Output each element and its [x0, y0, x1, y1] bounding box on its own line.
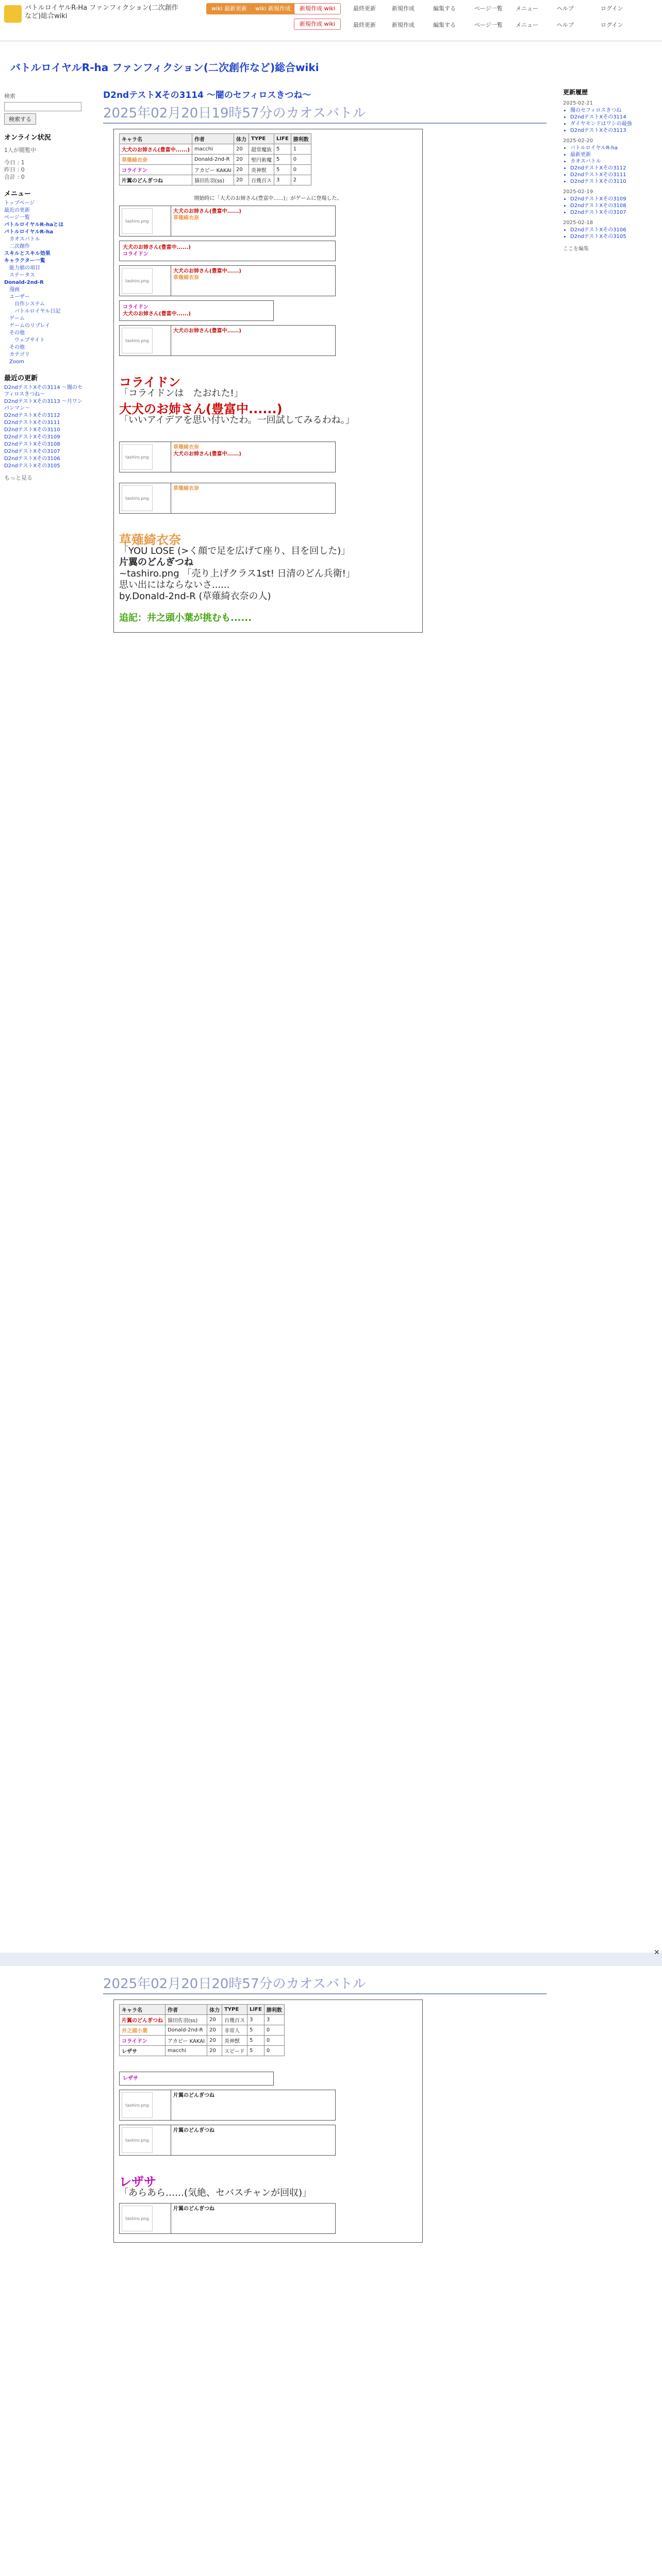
battle-frame	[113, 129, 423, 633]
defeat-block	[119, 377, 417, 399]
table-cell: 20	[234, 155, 249, 165]
column-header: 体力	[234, 134, 249, 144]
s2-turn-box-4	[119, 2203, 336, 2234]
table-cell: 5	[247, 2036, 264, 2046]
recent-item[interactable]: D2ndテストXその3109	[4, 434, 60, 440]
menu-new[interactable]: 新規作成	[392, 5, 415, 12]
menu2-page-list[interactable]: ページ一覧	[474, 22, 503, 28]
menu2-edit[interactable]: 編集する	[433, 22, 456, 28]
menu-login[interactable]: ログイン	[601, 5, 623, 12]
menu2-menu[interactable]: メニュー	[516, 22, 538, 28]
side-menu-list	[4, 200, 84, 365]
sidebar-menu-item[interactable]: ウェブサイト	[14, 337, 45, 343]
portrait-image-6: tashiro.png	[122, 444, 153, 470]
battle-turn-box-7	[119, 483, 336, 514]
sidebar-menu-item[interactable]: Zoom	[9, 359, 24, 365]
turn6-text	[171, 442, 335, 472]
table-row	[120, 2046, 285, 2056]
history-heading: 更新履歴	[563, 89, 588, 96]
turn4-actor-2: 大犬のお姉さん(豊富中......)	[123, 311, 191, 317]
stat-total: 合計 : 0	[4, 174, 25, 180]
s2-defeat-name: レザサ	[119, 2175, 156, 2189]
sidebar-menu-item[interactable]: その他	[9, 345, 25, 350]
history-item[interactable]: • バトルロイヤルR-ha	[570, 145, 656, 151]
sidebar-menu-item[interactable]: カテゴリ	[9, 352, 30, 358]
table-cell: 0	[264, 2046, 284, 2056]
table-cell: 20	[234, 175, 249, 185]
table-cell: 炎神獣	[249, 165, 274, 175]
table-cell: 20	[234, 144, 249, 155]
defeated-quote: 「コライドンは たおれた!」	[119, 388, 243, 399]
table-row	[120, 2025, 285, 2036]
site-logo-icon[interactable]	[4, 5, 22, 23]
s2-portrait-3: tashiro.png	[122, 2127, 153, 2153]
battle-turn-box-6	[119, 442, 336, 472]
table-row	[120, 2036, 285, 2046]
recent-item[interactable]: D2ndテストXその3106	[4, 456, 60, 462]
s2-turn-actor: レザサ	[123, 2076, 138, 2081]
sidebar-menu-item[interactable]: バトルロイヤルR-ha	[4, 229, 54, 235]
table-cell: macchi	[166, 2046, 207, 2056]
s2-defeat-block	[119, 2176, 417, 2199]
image-cell	[120, 206, 171, 236]
recent-item[interactable]: D2ndテストXその3110	[4, 427, 60, 433]
sidebar-menu-item[interactable]: Donald-2nd-R	[4, 280, 44, 285]
history-item[interactable]: • カオスバトル	[570, 158, 656, 165]
battle-turn-box	[119, 206, 336, 236]
turn7-actor: 草薙綺衣奈	[173, 486, 199, 492]
column-header: 勝利数	[264, 2005, 284, 2015]
status-table	[119, 133, 311, 185]
turn3-actor: 大犬のお姉さん(豊富中......)	[173, 268, 241, 274]
sidebar-menu-item[interactable]: バトルロイヤル日記	[14, 309, 61, 314]
sidebar-menu-item[interactable]: ステータス	[9, 273, 35, 278]
portrait-image: tashiro.png	[122, 208, 153, 234]
menu-help[interactable]: ヘルプ	[557, 5, 574, 12]
image-cell-3	[120, 266, 171, 296]
menu-heading: メニュー	[4, 190, 31, 198]
battle-turn-box-5	[119, 325, 336, 356]
s2-portrait-4: tashiro.png	[122, 2206, 153, 2231]
menu-recent[interactable]: 最終更新	[353, 5, 376, 12]
s2-defeat-quote: 「あらあら……(気絶、セバスチャンが回収)」	[119, 2188, 312, 2198]
portrait-image-5: tashiro.png	[122, 328, 153, 353]
menu2-help[interactable]: ヘルプ	[557, 22, 574, 28]
turn6-actor-2: 大犬のお姉さん(豊富中......)	[173, 451, 241, 457]
table-cell: 超常魔族	[249, 144, 274, 155]
column-header: 体力	[207, 2005, 222, 2015]
table2-body	[120, 2015, 285, 2056]
history-date: 2025-02-19	[563, 189, 593, 195]
table-cell: アカピー KAKAI	[166, 2036, 207, 2046]
new-wiki-button[interactable]: wiki 新規作成	[250, 3, 296, 14]
table-cell: 5	[247, 2025, 264, 2036]
s2-turn-box-2	[119, 2090, 336, 2121]
sidebar-menu-item[interactable]: ページ一覧	[4, 215, 30, 221]
main-content-2	[103, 1973, 547, 2243]
history-list	[563, 107, 656, 134]
history-item[interactable]: • D2ndテストXその3107	[570, 209, 656, 216]
recent-item[interactable]: D2ndテストXその3105	[4, 463, 60, 469]
column-header: キャラ名	[120, 2005, 166, 2015]
menu-edit[interactable]: 編集する	[433, 5, 456, 12]
sidebar-menu-item[interactable]: ユーザー	[9, 294, 30, 300]
site-name[interactable]: バトルロイヤルR-Ha ファンフィクション(二次創作など)総合wiki	[25, 4, 178, 20]
battle-timestamp-2: 2025年02月20日20時57分のカオスバトル	[103, 1973, 547, 1994]
idea-block	[119, 403, 417, 426]
table-cell: 0	[264, 2036, 284, 2046]
table-row	[120, 165, 311, 175]
table-cell: 猫田佐羽(ss)	[166, 2015, 207, 2025]
table-row	[120, 144, 311, 155]
recent-item[interactable]: D2ndテストXその3108	[4, 442, 60, 447]
recent-update-button[interactable]: wiki 最新更新	[206, 3, 252, 14]
table-cell: 百幾百ス	[222, 2015, 247, 2025]
table-cell: 猫田佐羽(ss)	[192, 175, 234, 185]
table-cell: 炎神獣	[222, 2036, 247, 2046]
s2-image-cell-3	[120, 2125, 171, 2155]
turn-text	[171, 206, 335, 236]
s2-portrait: tashiro.png	[122, 2092, 153, 2118]
more-link[interactable]: もっと見る	[4, 474, 32, 481]
final-loser-name: 草薙綺衣奈	[119, 533, 181, 547]
s2-image-cell-4	[120, 2204, 171, 2233]
column-header: LIFE	[274, 134, 291, 144]
menu2-recent[interactable]: 最終更新	[353, 22, 376, 28]
access-stats	[4, 159, 84, 181]
s2-turn3-text	[171, 2125, 335, 2155]
portrait-image-3: tashiro.png	[122, 268, 153, 294]
history-date: 2025-02-20	[563, 138, 593, 144]
history-item[interactable]: • D2ndテストXその3112	[570, 165, 656, 172]
turn5-text	[171, 326, 335, 355]
recent-item[interactable]: D2ndテストXその3113 〜月ワンパンマン〜	[4, 399, 82, 411]
s2-turn-box	[119, 2072, 274, 2086]
sidebar-menu-item[interactable]: キャラクター一覧	[4, 258, 45, 264]
stat-yesterday: 昨日 : 0	[4, 166, 25, 173]
column-header: キャラ名	[120, 134, 192, 144]
table-row	[120, 2015, 285, 2025]
sidebar-menu-item[interactable]: 最近の更新	[4, 208, 30, 213]
create-wiki-button[interactable]: 新規作成 wiki	[294, 3, 341, 14]
sidebar-menu-item[interactable]: ゲーム	[9, 316, 25, 321]
online-status: 1人が閲覧中	[4, 147, 36, 154]
table-cell: 1	[291, 144, 311, 155]
main-content	[103, 57, 547, 633]
character-name-cell[interactable]: 井之頭小葉	[120, 2025, 166, 2036]
column-header: TYPE	[249, 134, 274, 144]
turn2-actor-2: コライドン	[123, 251, 148, 257]
sidebar-menu-item[interactable]: スキルとスキル効果	[4, 251, 51, 257]
character-name-cell[interactable]: コライドン	[120, 2036, 166, 2046]
history-item[interactable]: • D2ndテストXその3108	[570, 202, 656, 209]
battle-turn-box-4	[119, 300, 274, 321]
history-item[interactable]: • D2ndテストXその3109	[570, 196, 656, 202]
history-item[interactable]: • D2ndテストXその3105	[570, 233, 656, 240]
table-cell: 聖円術魔	[249, 155, 274, 165]
column-header: TYPE	[222, 2005, 247, 2015]
column-header: 作者	[166, 2005, 207, 2015]
history-date: 2025-02-21	[563, 100, 593, 106]
image-cell-7	[120, 483, 171, 513]
sidebar-menu-item[interactable]: 漫画	[9, 287, 20, 293]
table-cell: 0	[291, 155, 311, 165]
table-cell: 0	[264, 2025, 284, 2036]
s2-turn4-actor: 片翼のどんぎつね	[173, 2206, 214, 2212]
table-cell: 2	[291, 175, 311, 185]
history-item[interactable]: • 最新更新	[570, 151, 656, 158]
table-cell: 3	[247, 2015, 264, 2025]
sidebar-menu-item[interactable]: 自作システム	[14, 301, 45, 307]
sidebar-menu-item[interactable]: バトルロイヤルR-haとは	[4, 222, 64, 228]
author-credit: by.Donald-2nd-R (草薙綺衣奈の人)	[119, 591, 271, 602]
history-groups	[563, 100, 656, 240]
table-cell: 5	[274, 155, 291, 165]
table-cell: Donald-2nd-R	[166, 2025, 207, 2036]
winner-name: 片翼のどんぎつね	[119, 557, 193, 568]
search-button[interactable]: 検索する	[4, 113, 36, 125]
history-item[interactable]: • D2ndテストXその3110	[570, 178, 656, 185]
search-box	[4, 102, 84, 125]
sidebar-menu-item[interactable]: ゲームのリプレイ	[9, 323, 51, 329]
column-header: 作者	[192, 134, 234, 144]
character-name-cell[interactable]: 片翼のどんぎつね	[120, 175, 192, 185]
s2-turn4-text	[171, 2204, 335, 2233]
character-name-cell[interactable]: 草薙綺衣奈	[120, 155, 192, 165]
battle-frame-2	[113, 1999, 423, 2243]
s2-turn2-text	[171, 2090, 335, 2120]
table2-header-row	[120, 2005, 285, 2015]
history-item[interactable]: • D2ndテストXその3106	[570, 227, 656, 233]
turn6-actor: 草薙綺衣奈	[173, 445, 199, 450]
turn-actor-2: 草薙綺衣奈	[173, 215, 199, 221]
recent-item[interactable]: D2ndテストXその3107	[4, 449, 60, 454]
column-header: LIFE	[247, 2005, 264, 2015]
wiki-title[interactable]: バトルロイヤルR-ha ファンフィクション(二次創作など)総合wiki	[10, 61, 319, 74]
table-cell: Donald-2nd-R	[192, 155, 234, 165]
history-item[interactable]: • D2ndテストXその3113	[570, 127, 656, 134]
table-cell: アカピー KAKAI	[192, 165, 234, 175]
history-item[interactable]: • ダイヤモンドはワシの最強	[570, 121, 656, 127]
recent-item[interactable]: D2ndテストXその3111	[4, 420, 60, 426]
turn4-actor: コライドン	[123, 304, 148, 310]
winner-quote: ~tashiro.png 「売り上げクラス1st! 日清のどん兵衛!」	[119, 568, 355, 579]
character-name-cell[interactable]: コライドン	[120, 165, 192, 175]
history-list	[563, 227, 656, 240]
edit-here-link[interactable]: ここを編集	[563, 246, 589, 252]
create-wiki-button-2[interactable]: 新規作成 wiki	[294, 19, 341, 30]
character-name-cell[interactable]: 大犬のお姉さん(豊富中......)	[120, 144, 192, 155]
menu2-login[interactable]: ログイン	[601, 22, 623, 28]
close-icon[interactable]: ✕	[654, 1948, 660, 1957]
battle-timestamp: 2025年02月20日19時57分のカオスバトル	[103, 103, 547, 124]
history-date: 2025-02-18	[563, 220, 593, 226]
turn3-text	[171, 266, 335, 296]
recent-heading: 最近の更新	[4, 375, 38, 382]
battle-start-text: 開始時に「大犬のお姉さん(豊富中......)」がゲームに登場した。	[194, 196, 342, 201]
search-label: 検索	[4, 93, 15, 99]
recent-item[interactable]: D2ndテストXその3114 〜闇のセフィロスきつね〜	[4, 385, 82, 397]
search-input[interactable]	[4, 102, 81, 111]
online-heading: オンライン状況	[4, 134, 51, 142]
history-item[interactable]: • D2ndテストXその3114	[570, 114, 656, 121]
idea-speaker: 大犬のお姉さん(豊富中......)	[119, 402, 283, 416]
history-item[interactable]: • 闇のセフィロスきつね	[570, 107, 656, 114]
s2-turn-box-3	[119, 2125, 336, 2156]
table-cell: 3	[274, 175, 291, 185]
history-list	[563, 196, 656, 216]
recent-item[interactable]: D2ndテストXその3112	[4, 413, 60, 418]
table-cell: 0	[291, 165, 311, 175]
s2-turn3-actor: 片翼のどんぎつね	[173, 2128, 214, 2133]
table-cell: 20	[207, 2025, 222, 2036]
image-cell-6	[120, 442, 171, 472]
postscript: 追記：井之頭小葉が挑むも......	[119, 613, 252, 623]
table-cell: 3	[264, 2015, 284, 2025]
turn7-text	[171, 483, 335, 513]
table-cell: 20	[207, 2015, 222, 2025]
portrait-image-7: tashiro.png	[122, 485, 153, 511]
defeated-name: コライドン	[119, 375, 181, 389]
table-cell: 5	[274, 144, 291, 155]
final-block	[119, 534, 417, 624]
history-item[interactable]: • D2ndテストXその3111	[570, 172, 656, 178]
table-cell: 5	[247, 2046, 264, 2056]
idea-quote: 「いいアイデアを思い付いたわ。一回試してみるわね。」	[119, 415, 355, 426]
table-cell: 20	[207, 2046, 222, 2056]
sidebar-menu-item[interactable]: トップページ	[4, 200, 35, 206]
left-sidebar	[0, 88, 88, 482]
site-header	[0, 0, 662, 41]
history-list	[563, 145, 656, 185]
table-cell: 5	[274, 165, 291, 175]
s2-turn2-actor: 片翼のどんぎつね	[173, 2093, 214, 2098]
table-cell: 百幾百ス	[249, 175, 274, 185]
menu-page-list[interactable]: ページ一覧	[474, 5, 503, 12]
right-sidebar	[563, 88, 656, 253]
turn2-actor: 大犬のお姉さん(豊富中......)	[123, 245, 191, 250]
table-row	[120, 175, 311, 185]
table-cell: 20	[207, 2036, 222, 2046]
turn-actor: 大犬のお姉さん(豊富中......)	[173, 209, 241, 214]
recent-list	[4, 384, 84, 469]
battle-turn-box-2	[119, 241, 336, 261]
table-header-row	[120, 134, 311, 144]
turn3-actor-2: 草薙綺衣奈	[173, 275, 199, 281]
character-name-cell[interactable]: 片翼のどんぎつね	[120, 2015, 166, 2025]
table-cell: スピード	[222, 2046, 247, 2056]
battle-turn-box-3	[119, 265, 336, 296]
table-row	[120, 155, 311, 165]
sidebar-menu-item[interactable]: カオスバトル	[9, 236, 40, 242]
sidebar-menu-item[interactable]: 能力値の項目	[9, 265, 40, 271]
ending-line: 思い出にはならないさ......	[119, 580, 230, 590]
menu2-new[interactable]: 新規作成	[392, 22, 415, 28]
page-title: D2ndテストXその3114 〜闇のセフィロスきつね〜	[103, 90, 311, 100]
status-table-2	[119, 2004, 285, 2056]
column-header: 勝利数	[291, 134, 311, 144]
character-name-cell[interactable]: レザサ	[120, 2046, 166, 2056]
menu-menu[interactable]: メニュー	[516, 5, 538, 12]
s2-image-cell	[120, 2090, 171, 2120]
image-cell-5	[120, 326, 171, 355]
table-cell: 非常人	[222, 2025, 247, 2036]
sidebar-menu-item[interactable]: その他	[9, 330, 25, 336]
final-loser-quote: 「YOU LOSE (>く顔で足を広げて座り、目を回した)」	[119, 546, 351, 556]
overlay-bar	[0, 1953, 662, 1966]
table-cell: 20	[234, 165, 249, 175]
turn5-actor: 大犬のお姉さん(豊富中......)	[173, 328, 241, 334]
table-body	[120, 144, 311, 185]
table-cell: macchi	[192, 144, 234, 155]
stat-today: 今日 : 1	[4, 159, 25, 166]
sidebar-menu-item[interactable]: 二次創作	[9, 244, 30, 249]
